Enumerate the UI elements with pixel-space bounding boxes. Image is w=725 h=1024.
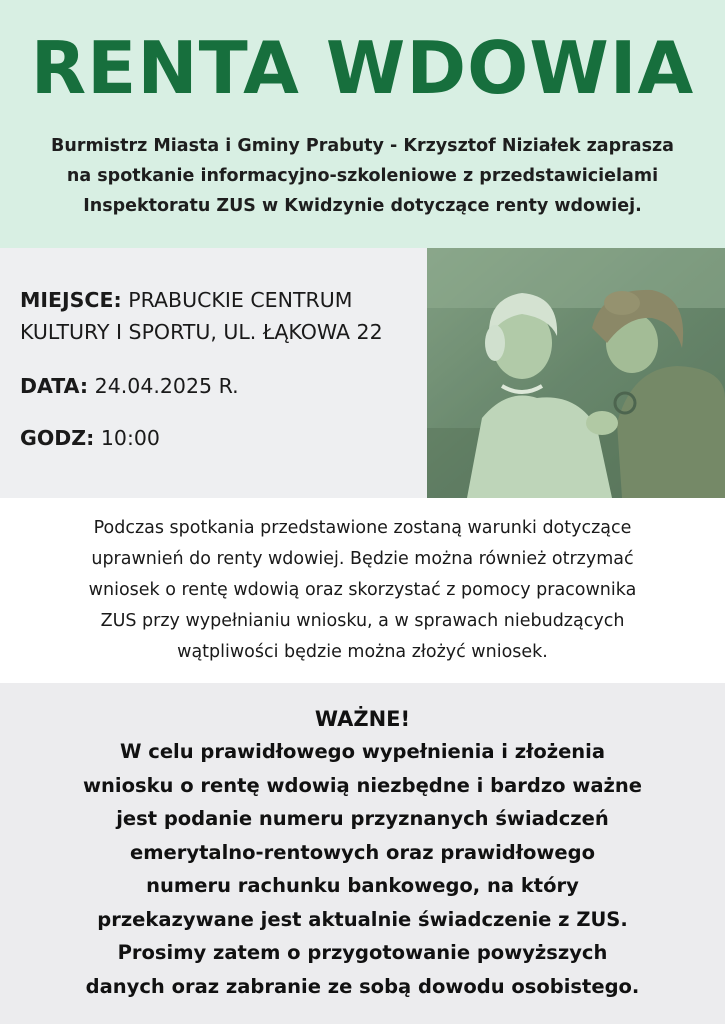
important-line: przekazywane jest aktualnie świadczenie z ZUS. [97,907,628,931]
description-line: ZUS przy wypełnianiu wniosku, a w sprawach niebudzących [100,611,625,631]
time-label: GODZ: [20,426,95,450]
important-line: Prosimy zatem o przygotowanie powyższych [117,941,608,964]
elderly-woman-with-caregiver-photo [427,248,725,498]
important-title: WAŻNE! [314,707,411,731]
important-line: wniosku o rentę wdowią niezbędne i bardzo ważne [83,773,642,797]
important-line: W celu prawidłowego wypełnienia i złożenia [119,740,606,763]
description-line: wątpliwości będzie można złożyć wniosek. [177,642,548,662]
description-line: wniosek o rentę wdowią oraz skorzystać z pomocy pracownika [88,580,637,600]
important-line: danych oraz zabranie ze sobą dowodu osobistego. [85,974,640,998]
time-value: 10:00 [100,426,160,450]
important-line: numeru rachunku bankowego, na który [146,874,579,897]
important-line: emerytalno-rentowych oraz prawidłowego [130,840,595,864]
header-section [0,0,725,248]
important-notice-section [0,683,725,1024]
description-line: Podczas spotkania przedstawione zostaną warunki dotyczące [93,518,632,538]
date-line [20,370,420,402]
place-value-line1: PRABUCKIE CENTRUM [128,288,353,312]
photo-illustration [427,248,725,498]
place-value-line2: KULTURY I SPORTU, UL. ŁĄKOWA 22 [20,320,383,344]
invitation-line: Burmistrz Miasta i Gminy Prabuty - Krzysztof Niziałek zaprasza [51,136,674,156]
invitation-line: na spotkanie informacyjno-szkoleniowe z przedstawicielami [66,166,659,186]
important-line: jest podanie numeru przyznanych świadczeń [116,807,609,830]
important-text [20,735,705,1003]
event-details [20,284,420,454]
meeting-description [30,513,695,668]
invitation-text [20,131,705,221]
place-label: MIEJSCE: [20,288,122,312]
time-line [20,422,420,454]
invitation-line: Inspektoratu ZUS w Kwidzynie dotyczące renty wdowiej. [83,196,642,216]
date-label: DATA: [20,374,89,398]
date-value: 24.04.2025 R. [94,374,239,398]
description-line: uprawnień do renty wdowiej. Będzie można również otrzymać [91,549,634,569]
poster-title: RENTA WDOWIA [30,26,695,110]
place-line [20,284,420,348]
